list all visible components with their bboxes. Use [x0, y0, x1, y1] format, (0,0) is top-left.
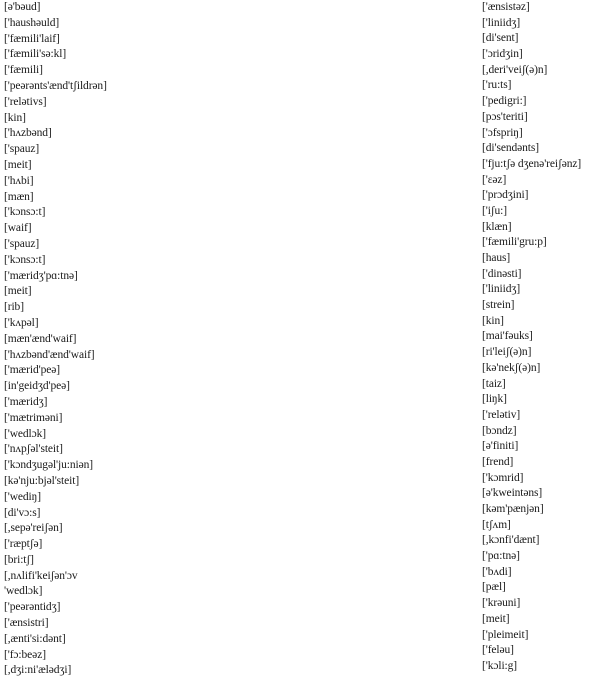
phonetic-entry: [,dʒi:ni'ælədʒi] — [4, 664, 72, 677]
phonetic-entry: ['pedigri:] — [482, 95, 527, 108]
phonetic-entry: ['mætriməni] — [4, 411, 63, 424]
phonetic-entry: [in'geidʒd'peə] — [4, 380, 70, 393]
phonetic-entry: ['krəuni] — [482, 597, 521, 610]
phonetic-entry: ['fæmili'gru:p] — [482, 236, 547, 249]
phonetic-entry: [kin] — [4, 111, 26, 124]
phonetic-entry: ['fju:tʃə dʒenə'reiʃənz] — [482, 157, 582, 170]
phonetic-entry: ['liniidʒ] — [482, 16, 521, 29]
phonetic-entry: [ə'kweintəns] — [482, 487, 543, 500]
phonetic-entry: [taiz] — [482, 377, 506, 390]
phonetic-entry: ['ɔfspriŋ] — [482, 126, 523, 139]
phonetic-entry: [di'sent] — [482, 32, 519, 45]
phonetic-entry: ['feləu] — [482, 644, 514, 657]
phonetic-entry: [meit] — [482, 612, 510, 625]
phonetic-entry: ['kʌpəl] — [4, 316, 39, 329]
phonetic-entry: ['hʌzbənd'ænd'waif] — [4, 348, 95, 361]
phonetic-entry: [,nʌlifi'keiʃən'ɔv — [4, 569, 78, 582]
phonetic-entry: ['ænsistri] — [4, 617, 49, 630]
phonetic-entry: [haus] — [482, 252, 511, 264]
phonetic-entry: [,kɔnfi'dænt] — [482, 534, 540, 547]
phonetic-entry: ['ræptʃə] — [4, 538, 43, 551]
phonetic-entry: ['spauz] — [4, 237, 40, 250]
phonetic-entry: ['pleimeit] — [482, 628, 529, 641]
phonetic-entry: ['ænsistəz] — [482, 1, 530, 13]
phonetic-entry: ['haushəuld] — [4, 16, 60, 29]
phonetic-entry: ['peərəntidʒ] — [4, 601, 61, 614]
phonetic-entry: ['wedlɔk] — [4, 427, 47, 440]
phonetic-entry: ['hʌbi] — [4, 174, 34, 187]
phonetic-entry: [,deri'veiʃ(ə)n] — [482, 63, 548, 76]
phonetic-entry: ['mærid'peə] — [4, 364, 60, 377]
phonetic-entry: [di'vɔ:s] — [4, 506, 41, 519]
phonetic-entry: [,sepə'reiʃən] — [4, 522, 63, 535]
phonetic-entry: ['wediŋ] — [4, 490, 41, 503]
phonetic-entry: ['ɔridʒin] — [482, 48, 523, 61]
phonetic-entry: ['kɔndʒugəl'ju:niən] — [4, 459, 94, 472]
phonetic-entry: ['pɑ:tnə] — [482, 550, 520, 563]
phonetic-entry: ['hʌzbənd] — [4, 127, 52, 140]
phonetic-entry: [,ænti'si:dənt] — [4, 632, 66, 645]
phonetic-entry: 'wedlɔk] — [4, 585, 43, 598]
phonetic-entry: [mæn'ænd'waif] — [4, 332, 77, 345]
phonetic-entry: ['mæridʒ'pɑ:tnə] — [4, 269, 78, 282]
phonetic-entry: ['mæridʒ] — [4, 395, 48, 408]
phonetic-entry: [meit] — [4, 158, 32, 171]
phonetic-entry: ['nʌpʃəl'steit] — [4, 443, 63, 456]
phonetic-entry: ['relətiv] — [482, 408, 521, 421]
phonetic-entry: [rib] — [4, 301, 24, 314]
phonetic-entry: [kə'nju:bjəl'steit] — [4, 474, 80, 487]
phonetic-entry: ['fæmili'laif] — [4, 32, 60, 45]
phonetic-entry: ['fæmili'sə:kl] — [4, 48, 67, 61]
phonetic-entry: [kəm'pænjən] — [482, 503, 544, 515]
phonetic-column-right — [482, 0, 582, 675]
phonetic-entry: [tʃʌm] — [482, 518, 511, 531]
phonetic-entry: ['ɛəz] — [482, 173, 507, 186]
phonetic-entry: [klæn] — [482, 220, 512, 233]
phonetic-entry: ['liniidʒ] — [482, 283, 521, 296]
phonetic-entry: [pæl] — [482, 581, 506, 594]
phonetic-entry: [liŋk] — [482, 393, 507, 406]
phonetic-entry: [frend] — [482, 455, 514, 468]
phonetic-entry: ['kɔmrid] — [482, 471, 524, 484]
phonetic-entry: [kə'nekʃ(ə)n] — [482, 361, 541, 374]
phonetic-entry: [bri:tʃ] — [4, 553, 34, 566]
phonetic-entry: [di'sendənts] — [482, 142, 539, 155]
phonetic-entry: ['ru:ts] — [482, 79, 512, 92]
phonetic-column-left — [4, 0, 204, 679]
phonetic-entry: [kin] — [482, 314, 504, 327]
phonetic-entry: ['relətivs] — [4, 95, 47, 108]
phonetic-entry: [pɔs'teriti] — [482, 110, 528, 123]
phonetic-entry: ['kɔnsɔ:t] — [4, 253, 46, 266]
phonetic-entry: [ə'finiti] — [482, 440, 519, 453]
phonetic-entry: ['peərənts'ænd'tʃildrən] — [4, 79, 107, 92]
phonetic-entry: ['fɔ:beəz] — [4, 648, 46, 661]
phonetic-entry: ['dinəsti] — [482, 267, 522, 280]
phonetic-entry: [mai'fəuks] — [482, 330, 533, 343]
phonetic-entry: [strein] — [482, 299, 515, 312]
phonetic-entry: ['bʌdi] — [482, 565, 512, 578]
phonetic-entry: [meit] — [4, 285, 32, 298]
phonetic-entry: ['kɔli:g] — [482, 659, 518, 672]
phonetic-entry: ['iʃu:] — [482, 204, 508, 217]
phonetic-entry: [bɔndz] — [482, 424, 517, 437]
phonetic-entry: ['prɔdʒini] — [482, 189, 529, 202]
phonetic-entry: [ə'bəud] — [4, 1, 41, 13]
phonetic-entry: [waif] — [4, 222, 32, 235]
phonetic-entry: ['spauz] — [4, 143, 40, 156]
phonetic-entry: [mæn] — [4, 190, 34, 203]
phonetic-entry: ['fæmili] — [4, 64, 43, 77]
phonetic-entry: ['kɔnsɔ:t] — [4, 206, 46, 219]
phonetic-entry: [ri'leiʃ(ə)n] — [482, 346, 532, 359]
